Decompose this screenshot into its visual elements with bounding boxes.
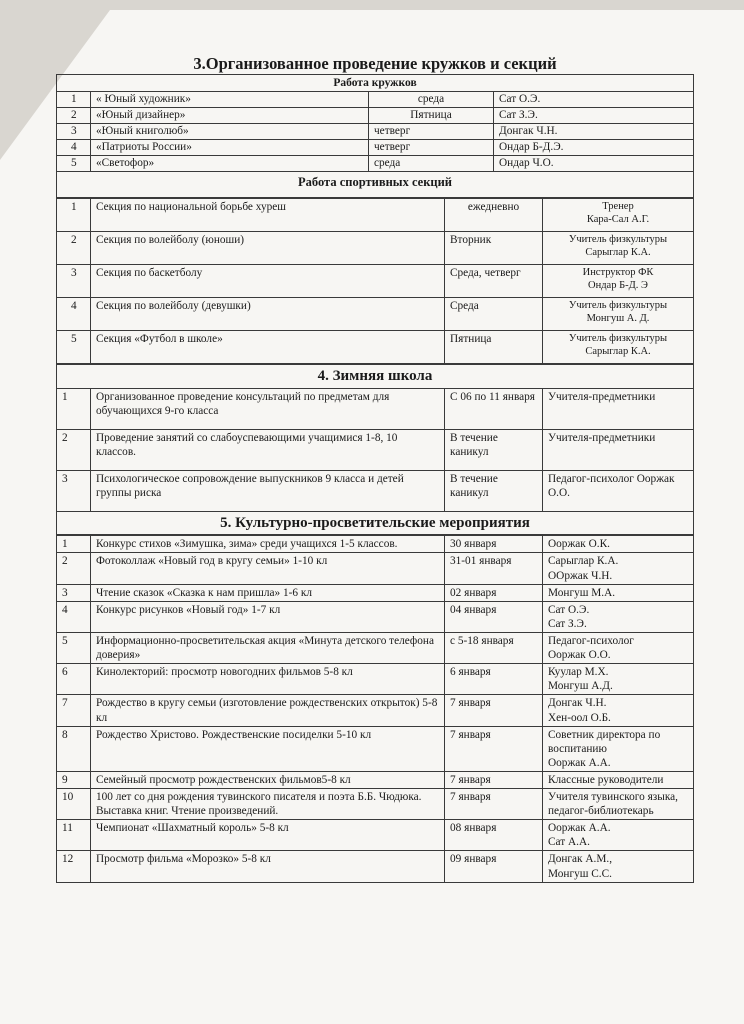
club-day: среда	[369, 92, 494, 108]
club-responsible: Ондар Б-Д.Э.	[494, 140, 694, 156]
sport-row	[57, 297, 694, 330]
club-name: «Светофор»	[91, 156, 369, 172]
event-responsible: Монгуш М.А.	[543, 584, 694, 601]
cultural-events-table	[56, 535, 694, 882]
event-date: с 5-18 января	[445, 632, 543, 663]
event-responsible: Ооржак О.К.	[543, 536, 694, 553]
event-responsible: Учителя-предметники	[543, 429, 694, 470]
row-number: 12	[57, 851, 91, 882]
sport-day: Пятница	[445, 330, 543, 363]
club-day: четверг	[369, 124, 494, 140]
row-number: 6	[57, 664, 91, 695]
club-row	[57, 92, 694, 108]
cultural-event-row	[57, 664, 694, 695]
event-responsible: Донгак Ч.Н. Хен-оол О.Б.	[543, 695, 694, 726]
event-date: 7 января	[445, 771, 543, 788]
row-number: 2	[57, 553, 91, 584]
club-row	[57, 156, 694, 172]
event-date: 6 января	[445, 664, 543, 695]
responsible-role: Инструктор ФК	[582, 266, 654, 278]
sport-day: Среда	[445, 297, 543, 330]
cultural-event-row	[57, 789, 694, 820]
row-number: 4	[57, 140, 91, 156]
row-number: 3	[57, 124, 91, 140]
club-name: «Юный дизайнер»	[91, 108, 369, 124]
sports-heading: Работа спортивных секций	[57, 172, 694, 198]
sport-responsible	[543, 231, 694, 264]
row-number: 3	[57, 264, 91, 297]
event-date: 7 января	[445, 726, 543, 771]
responsible-name: Ондар Б-Д. Э	[588, 280, 648, 292]
event-responsible: Куулар М.Х. Монгуш А.Д.	[543, 664, 694, 695]
event-name: Фотоколлаж «Новый год в кругу семьи» 1-10 кл	[91, 553, 445, 584]
event-name: Информационно-просветительская акция «Минута детского телефона доверия»	[91, 632, 445, 663]
sport-day: Среда, четверг	[445, 264, 543, 297]
event-responsible: Донгак А.М., Монгуш С.С.	[543, 851, 694, 882]
document	[56, 52, 694, 883]
event-date: 04 января	[445, 601, 543, 632]
cultural-event-row	[57, 632, 694, 663]
event-date: В течение каникул	[445, 470, 543, 511]
sport-name: Секция по баскетболу	[91, 264, 445, 297]
club-day: Пятница	[369, 108, 494, 124]
sport-row	[57, 330, 694, 363]
responsible-name: Сарыглар К.А.	[585, 247, 651, 259]
row-number: 5	[57, 156, 91, 172]
cultural-event-row	[57, 536, 694, 553]
row-number: 1	[57, 388, 91, 429]
club-responsible: Донгак Ч.Н.	[494, 124, 694, 140]
winter-school-row	[57, 388, 694, 429]
event-responsible: Педагог-психолог Ооржак О.О.	[543, 632, 694, 663]
event-name: Проведение занятий со слабоуспевающими учащимися 1-8, 10 классов.	[91, 429, 445, 470]
winter-school-table	[56, 364, 694, 536]
event-date: С 06 по 11 января	[445, 388, 543, 429]
club-name: « Юный художник»	[91, 92, 369, 108]
event-name: Просмотр фильма «Морозко» 5-8 кл	[91, 851, 445, 882]
section5-title: 5. Культурно-просветительские мероприятия	[57, 511, 694, 535]
club-name: «Патриоты России»	[91, 140, 369, 156]
event-responsible: Сат О.Э. Сат З.Э.	[543, 601, 694, 632]
row-number: 1	[57, 198, 91, 231]
event-date: 02 января	[445, 584, 543, 601]
clubs-table	[56, 74, 694, 198]
event-name: Психологическое сопровождение выпускников 9 класса и детей группы риска	[91, 470, 445, 511]
event-date: 30 января	[445, 536, 543, 553]
row-number: 4	[57, 297, 91, 330]
sport-row	[57, 198, 694, 231]
event-name: Кинолекторий: просмотр новогодних фильмов 5-8 кл	[91, 664, 445, 695]
event-responsible: Советник директора по воспитанию Ооржак А.А.	[543, 726, 694, 771]
event-name: 100 лет со дня рождения тувинского писателя и поэта Б.Б. Чюдюка. Выставка книг. Чтение произведений.	[91, 789, 445, 820]
club-day: четверг	[369, 140, 494, 156]
responsible-role: Учитель физкультуры	[568, 233, 668, 245]
cultural-event-row	[57, 584, 694, 601]
responsible-role: Тренер	[602, 200, 634, 212]
event-name: Чтение сказок «Сказка к нам пришла» 1-6 кл	[91, 584, 445, 601]
club-responsible: Сат О.Э.	[494, 92, 694, 108]
section4-title: 4. Зимняя школа	[57, 364, 694, 388]
sport-responsible	[543, 297, 694, 330]
sport-day: Вторник	[445, 231, 543, 264]
event-date: В течение каникул	[445, 429, 543, 470]
event-date: 7 января	[445, 695, 543, 726]
event-name: Рождество Христово. Рождественские посиделки 5-10 кл	[91, 726, 445, 771]
sport-row	[57, 231, 694, 264]
club-row	[57, 124, 694, 140]
event-responsible: Ооржак А.А. Сат А.А.	[543, 820, 694, 851]
cultural-event-row	[57, 695, 694, 726]
event-name: Рождество в кругу семьи (изготовление рождественских открыток) 5-8 кл	[91, 695, 445, 726]
sport-row	[57, 264, 694, 297]
event-responsible: Классные руководители	[543, 771, 694, 788]
row-number: 7	[57, 695, 91, 726]
sport-responsible	[543, 198, 694, 231]
row-number: 8	[57, 726, 91, 771]
club-responsible: Сат З.Э.	[494, 108, 694, 124]
cultural-event-row	[57, 601, 694, 632]
club-name: «Юный книголюб»	[91, 124, 369, 140]
row-number: 1	[57, 92, 91, 108]
club-responsible: Ондар Ч.О.	[494, 156, 694, 172]
event-name: Семейный просмотр рождественских фильмов5-8 кл	[91, 771, 445, 788]
event-responsible: Учителя тувинского языка, педагог-библиотекарь	[543, 789, 694, 820]
cultural-event-row	[57, 726, 694, 771]
sport-name: Секция по национальной борьбе хуреш	[91, 198, 445, 231]
responsible-name: Кара-Сал А.Г.	[586, 214, 650, 226]
event-date: 31-01 января	[445, 553, 543, 584]
club-row	[57, 108, 694, 124]
cultural-event-row	[57, 851, 694, 882]
sport-day: ежедневно	[445, 198, 543, 231]
row-number: 10	[57, 789, 91, 820]
sport-name: Секция «Футбол в школе»	[91, 330, 445, 363]
section3-title: 3.Организованное проведение кружков и секций	[193, 54, 557, 73]
event-name: Организованное проведение консультаций по предметам для обучающихся 9-го класса	[91, 388, 445, 429]
clubs-heading: Работа кружков	[57, 74, 694, 91]
responsible-role: Учитель физкультуры	[568, 299, 668, 311]
row-number: 4	[57, 601, 91, 632]
event-responsible: Педагог-психолог Ооржак О.О.	[543, 470, 694, 511]
row-number: 3	[57, 584, 91, 601]
cultural-event-row	[57, 553, 694, 584]
event-date: 08 января	[445, 820, 543, 851]
sport-name: Секция по волейболу (юноши)	[91, 231, 445, 264]
event-name: Конкурс стихов «Зимушка, зима» среди учащихся 1-5 классов.	[91, 536, 445, 553]
row-number: 2	[57, 108, 91, 124]
event-responsible: Сарыглар К.А. ООржак Ч.Н.	[543, 553, 694, 584]
event-name: Чемпионат «Шахматный король» 5-8 кл	[91, 820, 445, 851]
row-number: 1	[57, 536, 91, 553]
event-name: Конкурс рисунков «Новый год» 1-7 кл	[91, 601, 445, 632]
winter-school-row	[57, 470, 694, 511]
row-number: 2	[57, 231, 91, 264]
club-row	[57, 140, 694, 156]
row-number: 11	[57, 820, 91, 851]
row-number: 2	[57, 429, 91, 470]
responsible-name: Сарыглар К.А.	[585, 346, 651, 358]
cultural-event-row	[57, 771, 694, 788]
winter-school-row	[57, 429, 694, 470]
event-responsible: Учителя-предметники	[543, 388, 694, 429]
sports-table	[56, 198, 694, 364]
row-number: 5	[57, 330, 91, 363]
responsible-role: Учитель физкультуры	[568, 332, 668, 344]
event-date: 09 января	[445, 851, 543, 882]
row-number: 5	[57, 632, 91, 663]
sport-name: Секция по волейболу (девушки)	[91, 297, 445, 330]
club-day: среда	[369, 156, 494, 172]
row-number: 3	[57, 470, 91, 511]
event-date: 7 января	[445, 789, 543, 820]
row-number: 9	[57, 771, 91, 788]
responsible-name: Монгуш А. Д.	[586, 313, 650, 325]
cultural-event-row	[57, 820, 694, 851]
sport-responsible	[543, 264, 694, 297]
sport-responsible	[543, 330, 694, 363]
